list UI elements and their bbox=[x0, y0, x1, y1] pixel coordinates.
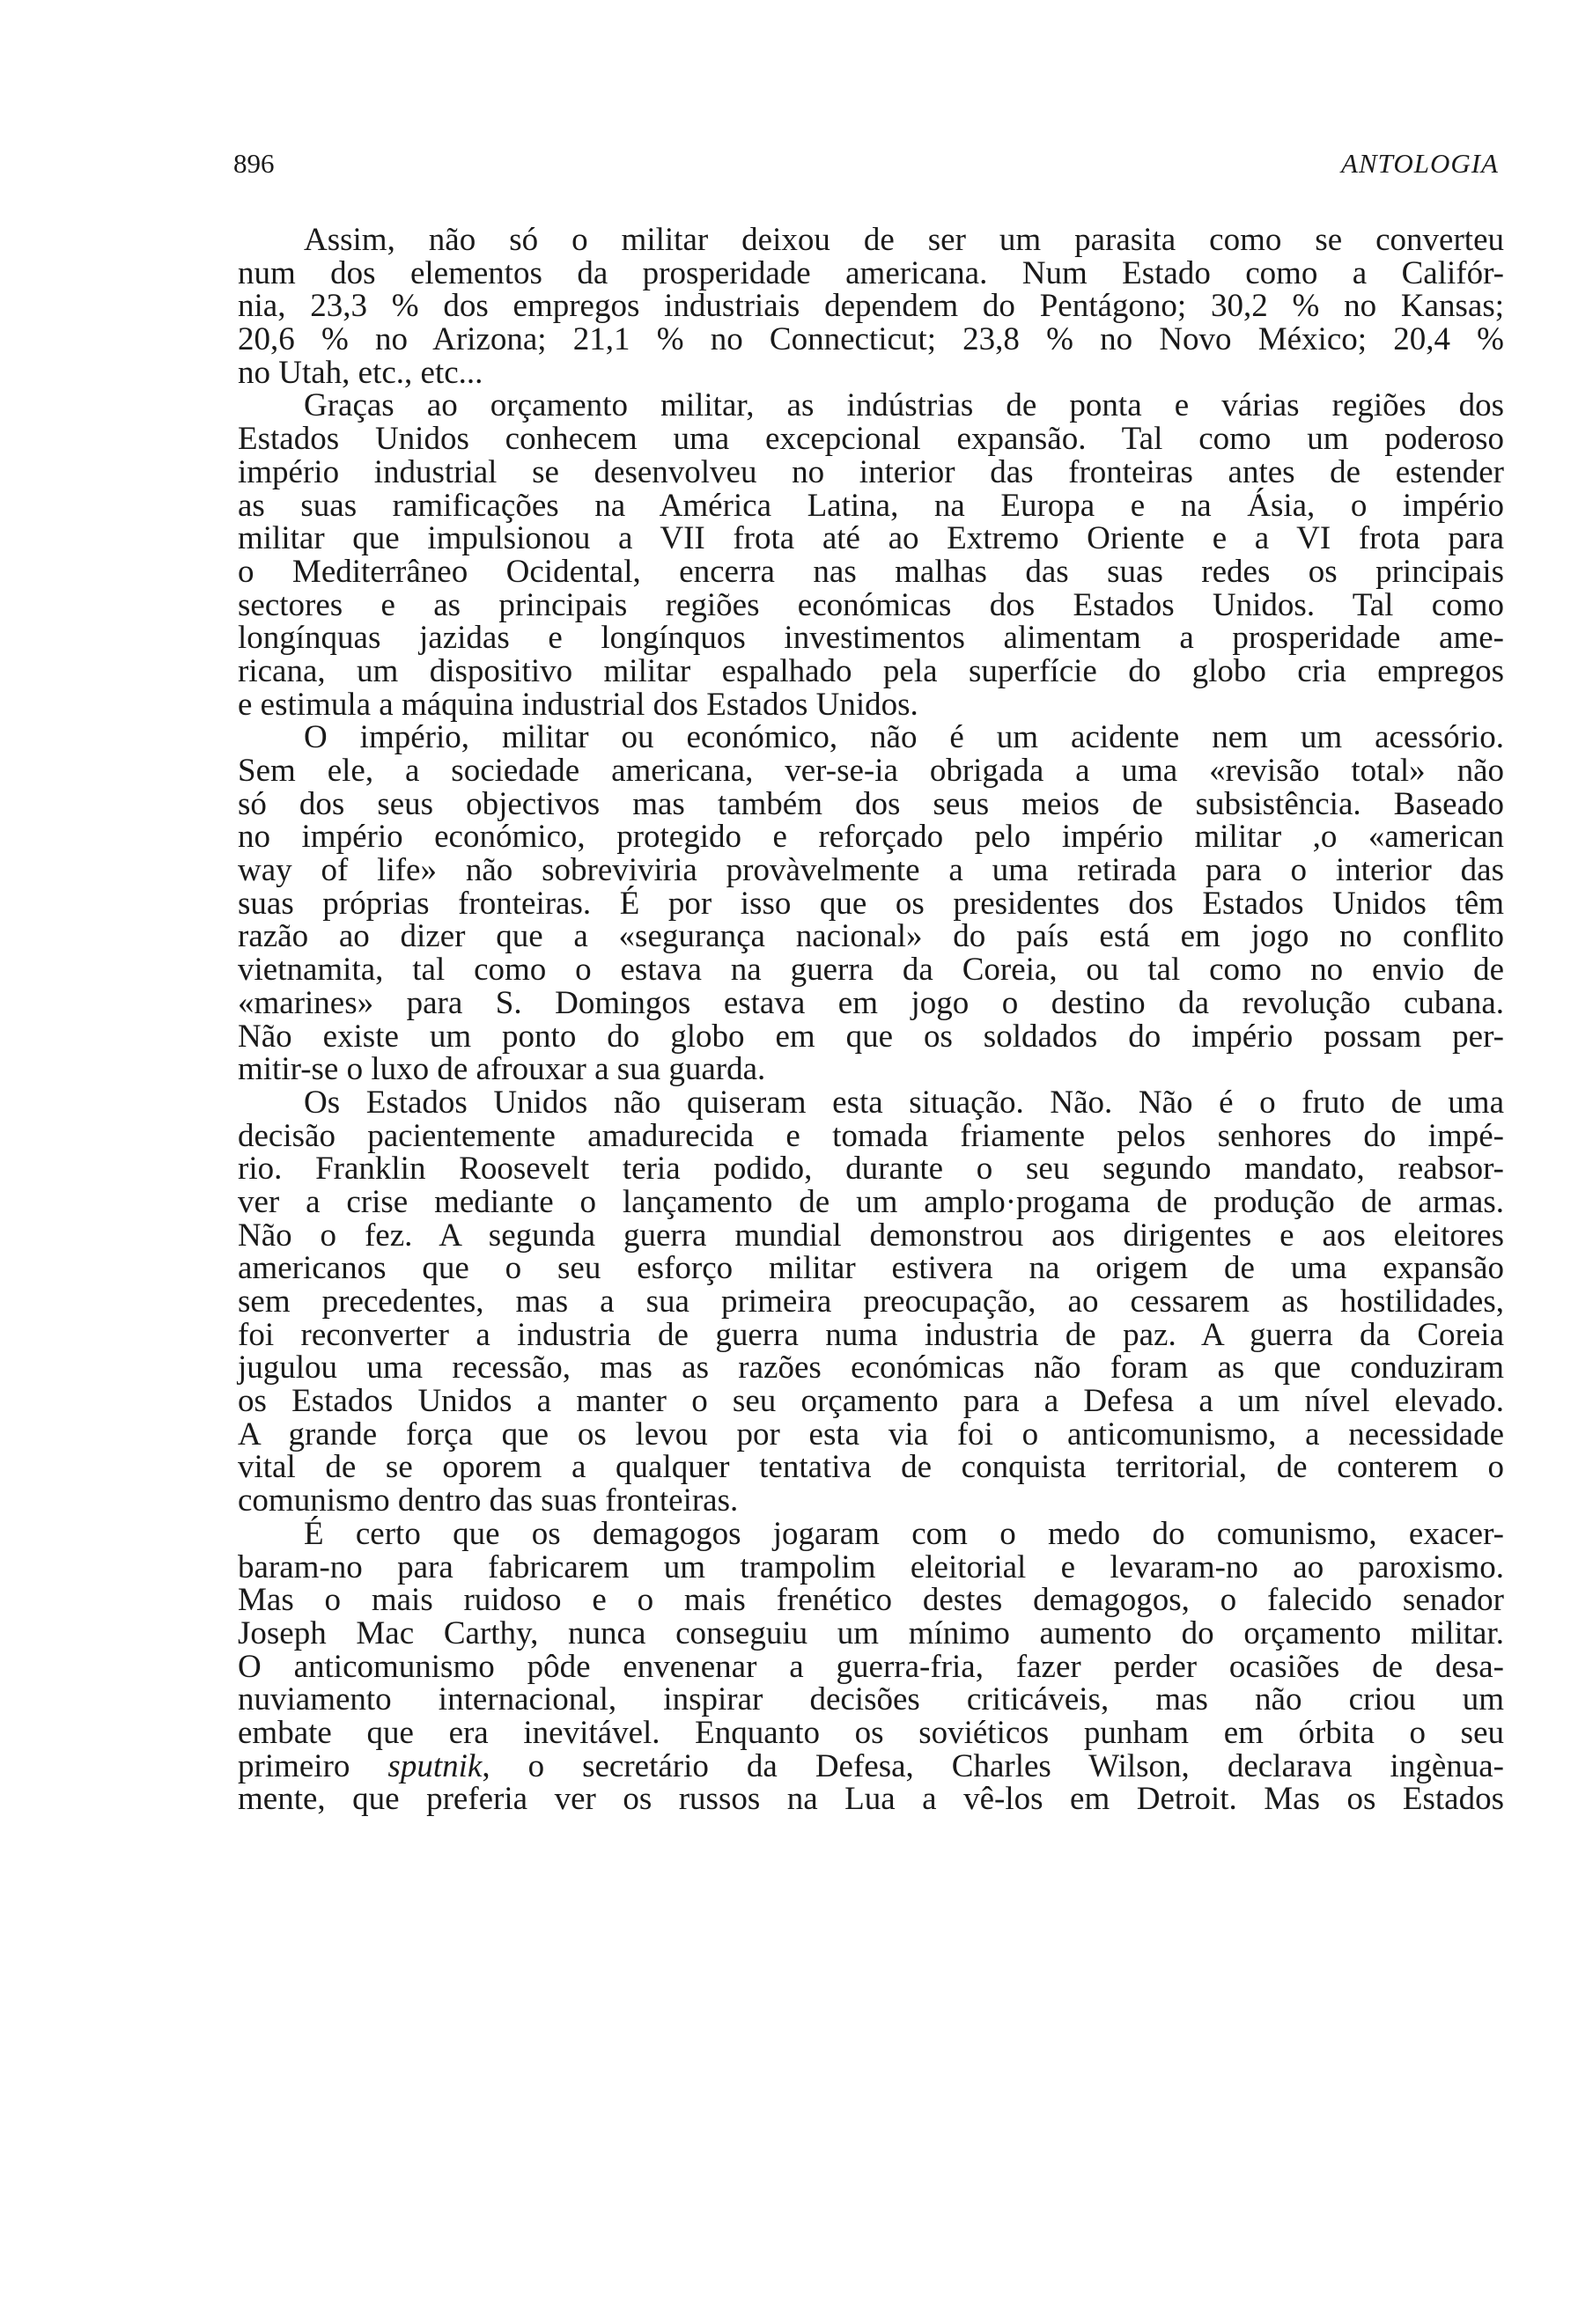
text-line: baram-no para fabricarem um trampolim eleitorial e levaram-no ao paroxismo. bbox=[238, 1548, 1504, 1585]
text-line: razão ao dizer que a «segurança nacional» do país está em jogo no conflito bbox=[238, 918, 1504, 955]
text-line: e estimula a máquina industrial dos Estados Unidos. bbox=[238, 686, 918, 723]
text-line: rio. Franklin Roosevelt teria podido, durante o seu segundo mandato, reabsor- bbox=[238, 1151, 1504, 1188]
text-line: americanos que o seu esforço militar estivera na origem de uma expansão bbox=[238, 1250, 1504, 1287]
text-line: vital de se oporem a qualquer tentativa de conquista territorial, de conterem o bbox=[238, 1449, 1504, 1486]
text-line: os Estados Unidos a manter o seu orçamento para a Defesa a um nível elevado. bbox=[238, 1383, 1504, 1420]
text-line: num dos elementos da prosperidade americana. Num Estado como a Califór- bbox=[238, 254, 1504, 291]
body-text bbox=[238, 224, 1504, 1816]
text-line: primeiro sputnik, o secretário da Defesa, Charles Wilson, declarava ingènua- bbox=[238, 1747, 1504, 1784]
page-number: 896 bbox=[233, 148, 275, 179]
text-line: Não existe um ponto do globo em que os soldados do império possam per- bbox=[238, 1018, 1504, 1055]
text-line: Sem ele, a sociedade americana, ver-se-ia obrigada a uma «revisão total» não bbox=[238, 753, 1504, 789]
text-line: nuviamento internacional, inspirar decisões criticáveis, mas não criou um bbox=[238, 1681, 1504, 1718]
text-line: no império económico, protegido e reforçado pelo império militar ,o «american bbox=[238, 819, 1504, 856]
text-line: militar que impulsionou a VII frota até ao Extremo Oriente e a VI frota para bbox=[238, 520, 1504, 557]
text-line: A grande força que os levou por esta via foi o anticomunismo, a necessidade bbox=[238, 1416, 1504, 1452]
text-line: ricana, um dispositivo militar espalhado pela superfície do globo cria empregos bbox=[238, 652, 1504, 689]
text-line: longínquas jazidas e longínquos investimentos alimentam a prosperidade ame- bbox=[238, 620, 1504, 657]
text-line: Estados Unidos conhecem uma excepcional expansão. Tal como um poderoso bbox=[238, 421, 1504, 458]
text-line: Graças ao orçamento militar, as indústrias de ponta e várias regiões dos bbox=[304, 387, 1504, 424]
text-line: Os Estados Unidos não quiseram esta situação. Não. Não é o fruto de uma bbox=[304, 1084, 1504, 1121]
text-line: mitir-se o luxo de afrouxar a sua guarda. bbox=[238, 1051, 766, 1088]
text-line: «marines» para S. Domingos estava em jogo o destino da revolução cubana. bbox=[238, 984, 1504, 1021]
text-line: sectores e as principais regiões económicas dos Estados Unidos. Tal como bbox=[238, 586, 1504, 623]
text-line: as suas ramificações na América Latina, na Europa e na Ásia, o império bbox=[238, 487, 1504, 524]
text-line: Não o fez. A segunda guerra mundial demonstrou aos dirigentes e aos eleitores bbox=[238, 1217, 1504, 1254]
text-line: decisão pacientemente amadurecida e tomada friamente pelos senhores do impé- bbox=[238, 1117, 1504, 1154]
text-line: O império, militar ou económico, não é um acidente nem um acessório. bbox=[304, 719, 1504, 756]
text-line: embate que era inevitável. Enquanto os soviéticos punham em órbita o seu bbox=[238, 1714, 1504, 1751]
text-line: É certo que os demagogos jogaram com o medo do comunismo, exacer- bbox=[304, 1515, 1504, 1552]
text-line: jugulou uma recessão, mas as razões económicas não foram as que conduziram bbox=[238, 1350, 1504, 1386]
text-line: comunismo dentro das suas fronteiras. bbox=[238, 1482, 739, 1519]
text-line: Mas o mais ruidoso e o mais frenético destes demagogos, o falecido senador bbox=[238, 1582, 1504, 1619]
running-head: ANTOLOGIA bbox=[1341, 148, 1499, 179]
text-line: O anticomunismo pôde envenenar a guerra-fria, fazer perder ocasiões de desa- bbox=[238, 1648, 1504, 1685]
text-line: nia, 23,3 % dos empregos industriais dependem do Pentágono; 30,2 % no Kansas; bbox=[238, 288, 1504, 325]
text-line: Joseph Mac Carthy, nunca conseguiu um mínimo aumento do orçamento militar. bbox=[238, 1614, 1504, 1651]
text-line: vietnamita, tal como o estava na guerra da Coreia, ou tal como no envio de bbox=[238, 952, 1504, 989]
text-line: mente, que preferia ver os russos na Lua a vê-los em Detroit. Mas os Estados bbox=[238, 1781, 1504, 1818]
text-line: 20,6 % no Arizona; 21,1 % no Connecticut; 23,8 % no Novo México; 20,4 % bbox=[238, 321, 1504, 358]
text-line: o Mediterrâneo Ocidental, encerra nas malhas das suas redes os principais bbox=[238, 553, 1504, 590]
text-line: foi reconverter a industria de guerra numa industria de paz. A guerra da Coreia bbox=[238, 1316, 1504, 1353]
text-line: ver a crise mediante o lançamento de um amplo·progama de produção de armas. bbox=[238, 1183, 1504, 1220]
text-line: Assim, não só o militar deixou de ser um parasita como se converteu bbox=[304, 222, 1504, 258]
text-line: suas próprias fronteiras. É por isso que os presidentes dos Estados Unidos têm bbox=[238, 885, 1504, 922]
text-line: sem precedentes, mas a sua primeira preocupação, ao cessarem as hostilidades, bbox=[238, 1283, 1504, 1320]
text-line: império industrial se desenvolveu no interior das fronteiras antes de estender bbox=[238, 453, 1504, 490]
text-line: só dos seus objectivos mas também dos seus meios de subsistência. Baseado bbox=[238, 785, 1504, 822]
text-line: way of life» não sobreviviria provàvelmente a uma retirada para o interior das bbox=[238, 852, 1504, 889]
text-line: no Utah, etc., etc... bbox=[238, 354, 483, 391]
